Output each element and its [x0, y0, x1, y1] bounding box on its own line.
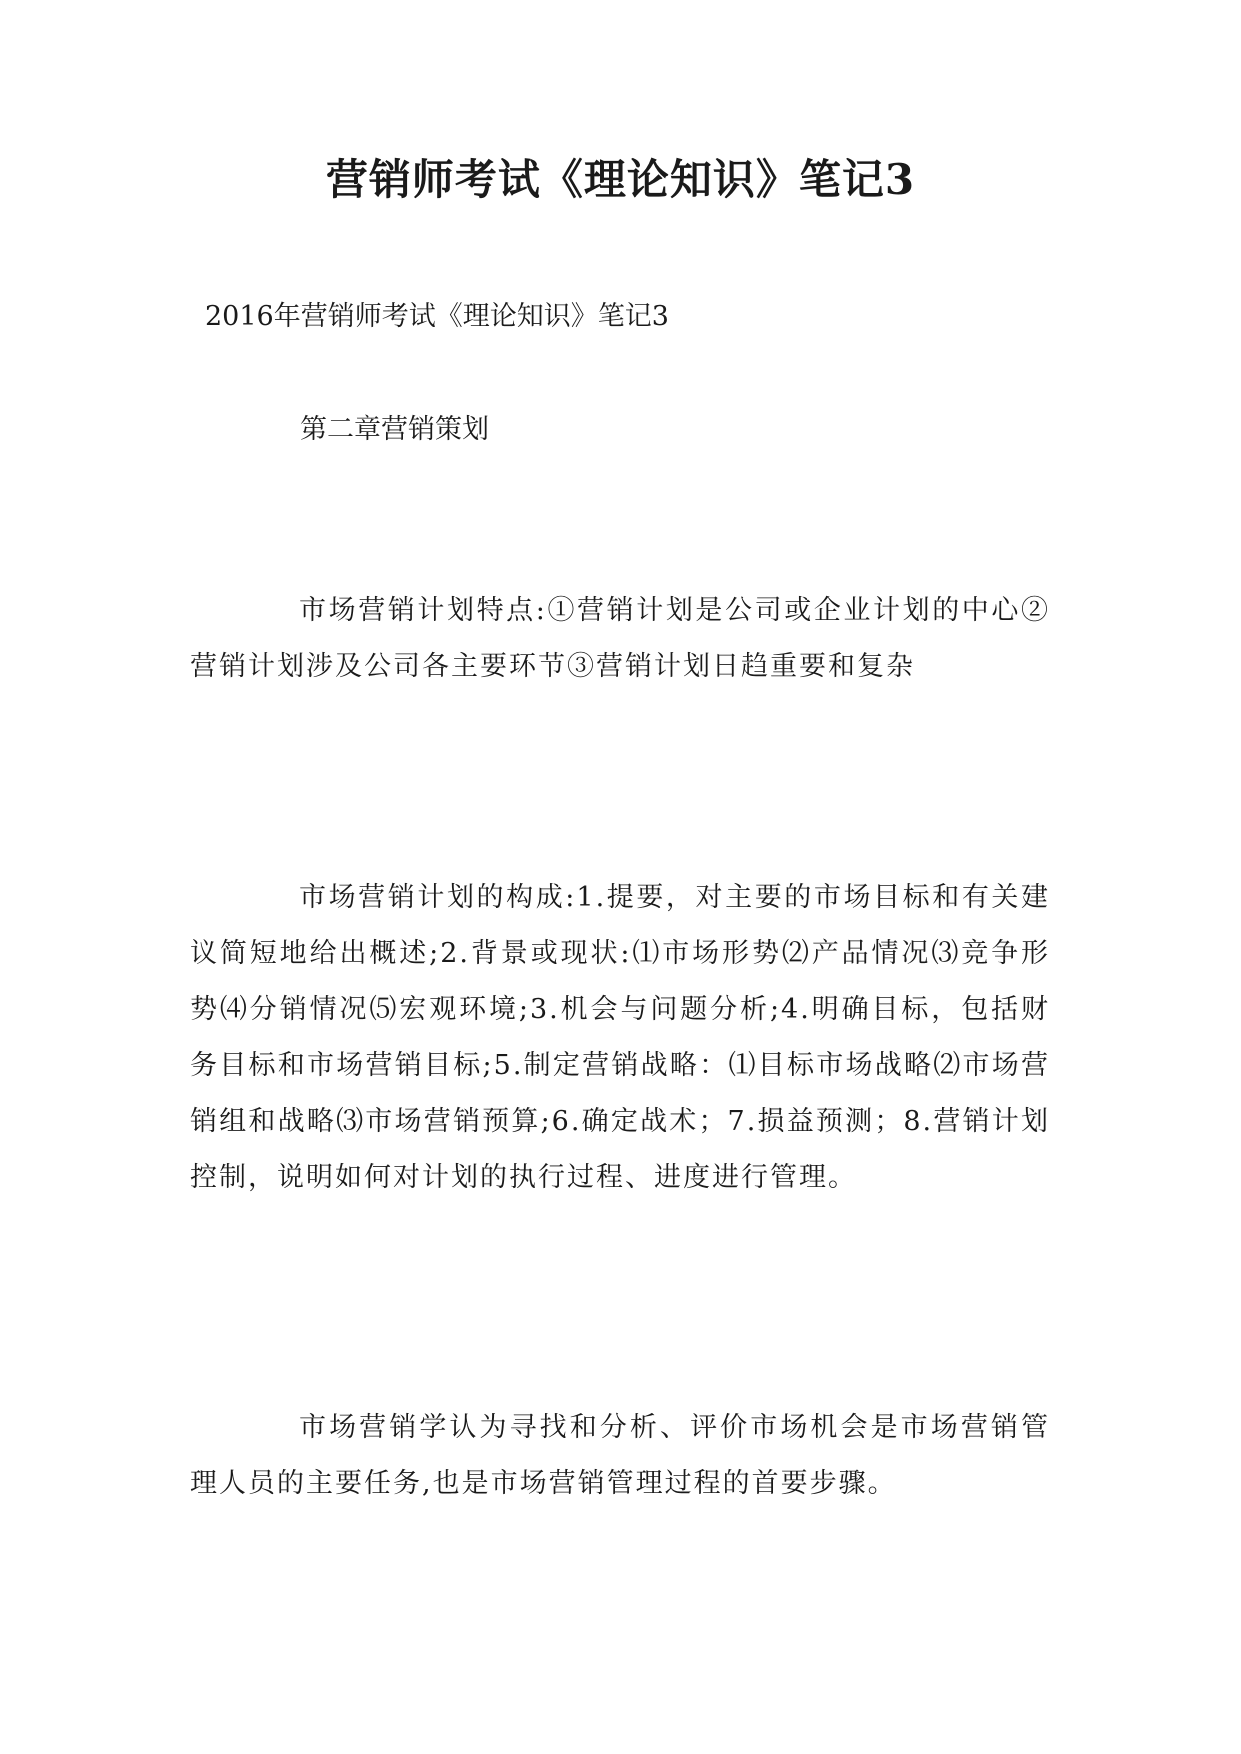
- document-subtitle: 2016年营销师考试《理论知识》笔记3: [205, 301, 669, 332]
- document-title: 营销师考试《理论知识》笔记3: [325, 155, 916, 204]
- paragraph-plan-composition: 市场营销计划的构成:1.提要，对主要的市场目标和有关建议简短地给出概述;2.背景或现状:⑴市场形势⑵产品情况⑶竞争形势⑷分销情况⑸宏观环境;3.机会与问题分析;4.明确目标，包括财务目标和市场营销目标;5.制定营销战略：⑴目标市场战略⑵市场营销组和战略⑶市场营销预算;6.确定战术；7.损益预测；8.营销计划控制，说明如何对计划的执行过程、进度进行管理。: [190, 882, 1050, 1193]
- paragraph-market-opportunity: 市场营销学认为寻找和分析、评价市场机会是市场营销管理人员的主要任务,也是市场营销管理过程的首要步骤。: [190, 1412, 1050, 1499]
- paragraph-plan-features: 市场营销计划特点:①营销计划是公司或企业计划的中心②营销计划涉及公司各主要环节③营销计划日趋重要和复杂: [190, 595, 1050, 682]
- chapter-heading: 第二章营销策划: [300, 414, 489, 445]
